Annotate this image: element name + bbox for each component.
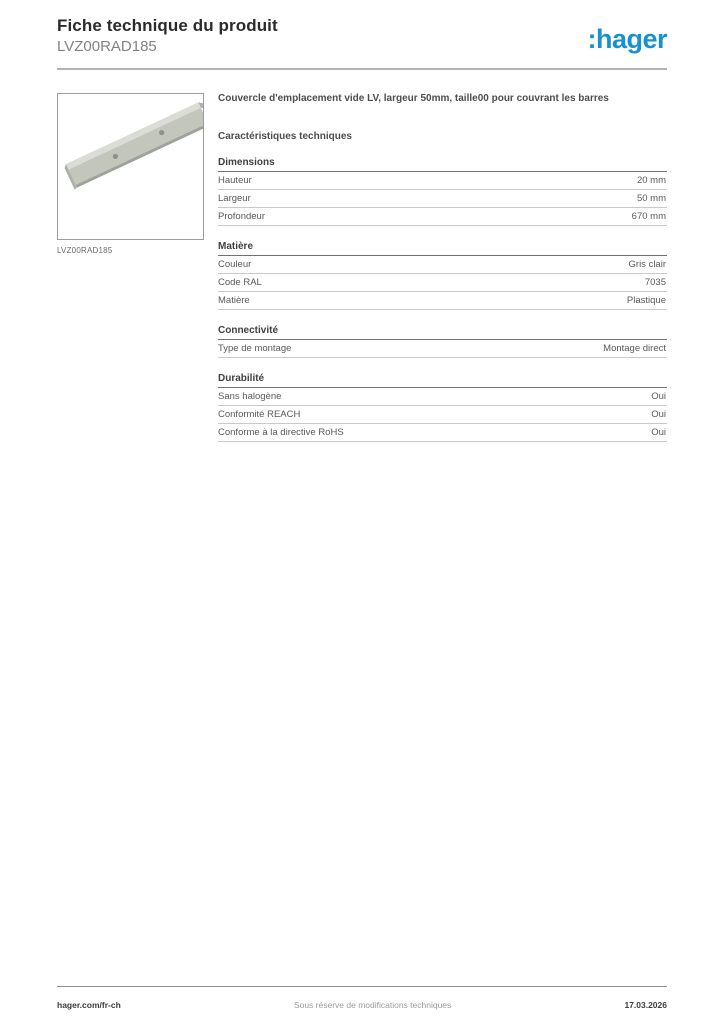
- spec-value: Oui: [651, 426, 666, 438]
- section-title: Matière: [218, 241, 667, 256]
- spec-value: Oui: [651, 408, 666, 420]
- footer-disclaimer: Sous réserve de modifications techniques: [293, 1000, 452, 1010]
- table-row: [218, 406, 667, 424]
- spec-value: 670 mm: [631, 210, 666, 222]
- spec-value: Oui: [651, 390, 666, 402]
- table-row: [218, 424, 667, 442]
- product-description: Couvercle d'emplacement vide LV, largeur 50mm, taille00 pour couvrant les barres: [218, 93, 609, 104]
- section-durabilite: [218, 373, 667, 442]
- section-dimensions: [218, 157, 667, 226]
- table-row: [218, 208, 667, 226]
- section-matiere: [218, 241, 667, 310]
- hager-logo: :hager: [587, 24, 667, 54]
- specs-column: [218, 93, 667, 442]
- spec-label: Hauteur: [218, 174, 252, 186]
- footer-divider: [57, 986, 667, 987]
- footer-date: 17.03.2026: [624, 1000, 667, 1010]
- spec-value: 20 mm: [636, 174, 666, 186]
- table-row: [218, 388, 667, 406]
- product-image-column: [57, 93, 204, 255]
- header-divider: [57, 68, 667, 70]
- table-row: [218, 172, 667, 190]
- spec-label: Largeur: [218, 192, 251, 204]
- section-title: Durabilité: [218, 373, 667, 388]
- table-row: [218, 274, 667, 292]
- product-cover-illustration: [58, 94, 203, 239]
- section-title: Connectivité: [218, 325, 667, 340]
- spec-label: Conformité REACH: [218, 408, 301, 420]
- document-header: [57, 16, 667, 55]
- specs-heading: Caractéristiques techniques: [218, 130, 352, 142]
- spec-value: 7035: [644, 276, 666, 288]
- spec-label: Conforme à la directive RoHS: [218, 426, 344, 438]
- table-row: [218, 190, 667, 208]
- spec-label: Profondeur: [218, 210, 266, 222]
- section-title: Dimensions: [218, 157, 667, 172]
- spec-label: Code RAL: [218, 276, 262, 288]
- table-row: [218, 340, 667, 358]
- spec-value: Gris clair: [628, 258, 666, 270]
- spec-value: Montage direct: [603, 342, 666, 354]
- spec-value: 50 mm: [636, 192, 666, 204]
- content-area: [57, 93, 667, 442]
- page-title: Fiche technique du produit: [57, 16, 278, 35]
- spec-value: Plastique: [626, 294, 666, 306]
- spec-label: Sans halogène: [218, 390, 282, 402]
- product-image: [57, 93, 204, 240]
- image-caption: LVZ00RAD185: [57, 246, 113, 255]
- spec-label: Type de montage: [218, 342, 292, 354]
- product-code: LVZ00RAD185: [57, 38, 157, 55]
- spec-label: Matière: [218, 294, 250, 306]
- table-row: [218, 256, 667, 274]
- document-footer: [57, 1000, 667, 1010]
- spec-label: Couleur: [218, 258, 252, 270]
- footer-website-link[interactable]: hager.com/fr-ch: [57, 1000, 121, 1010]
- table-row: [218, 292, 667, 310]
- section-connectivite: [218, 325, 667, 358]
